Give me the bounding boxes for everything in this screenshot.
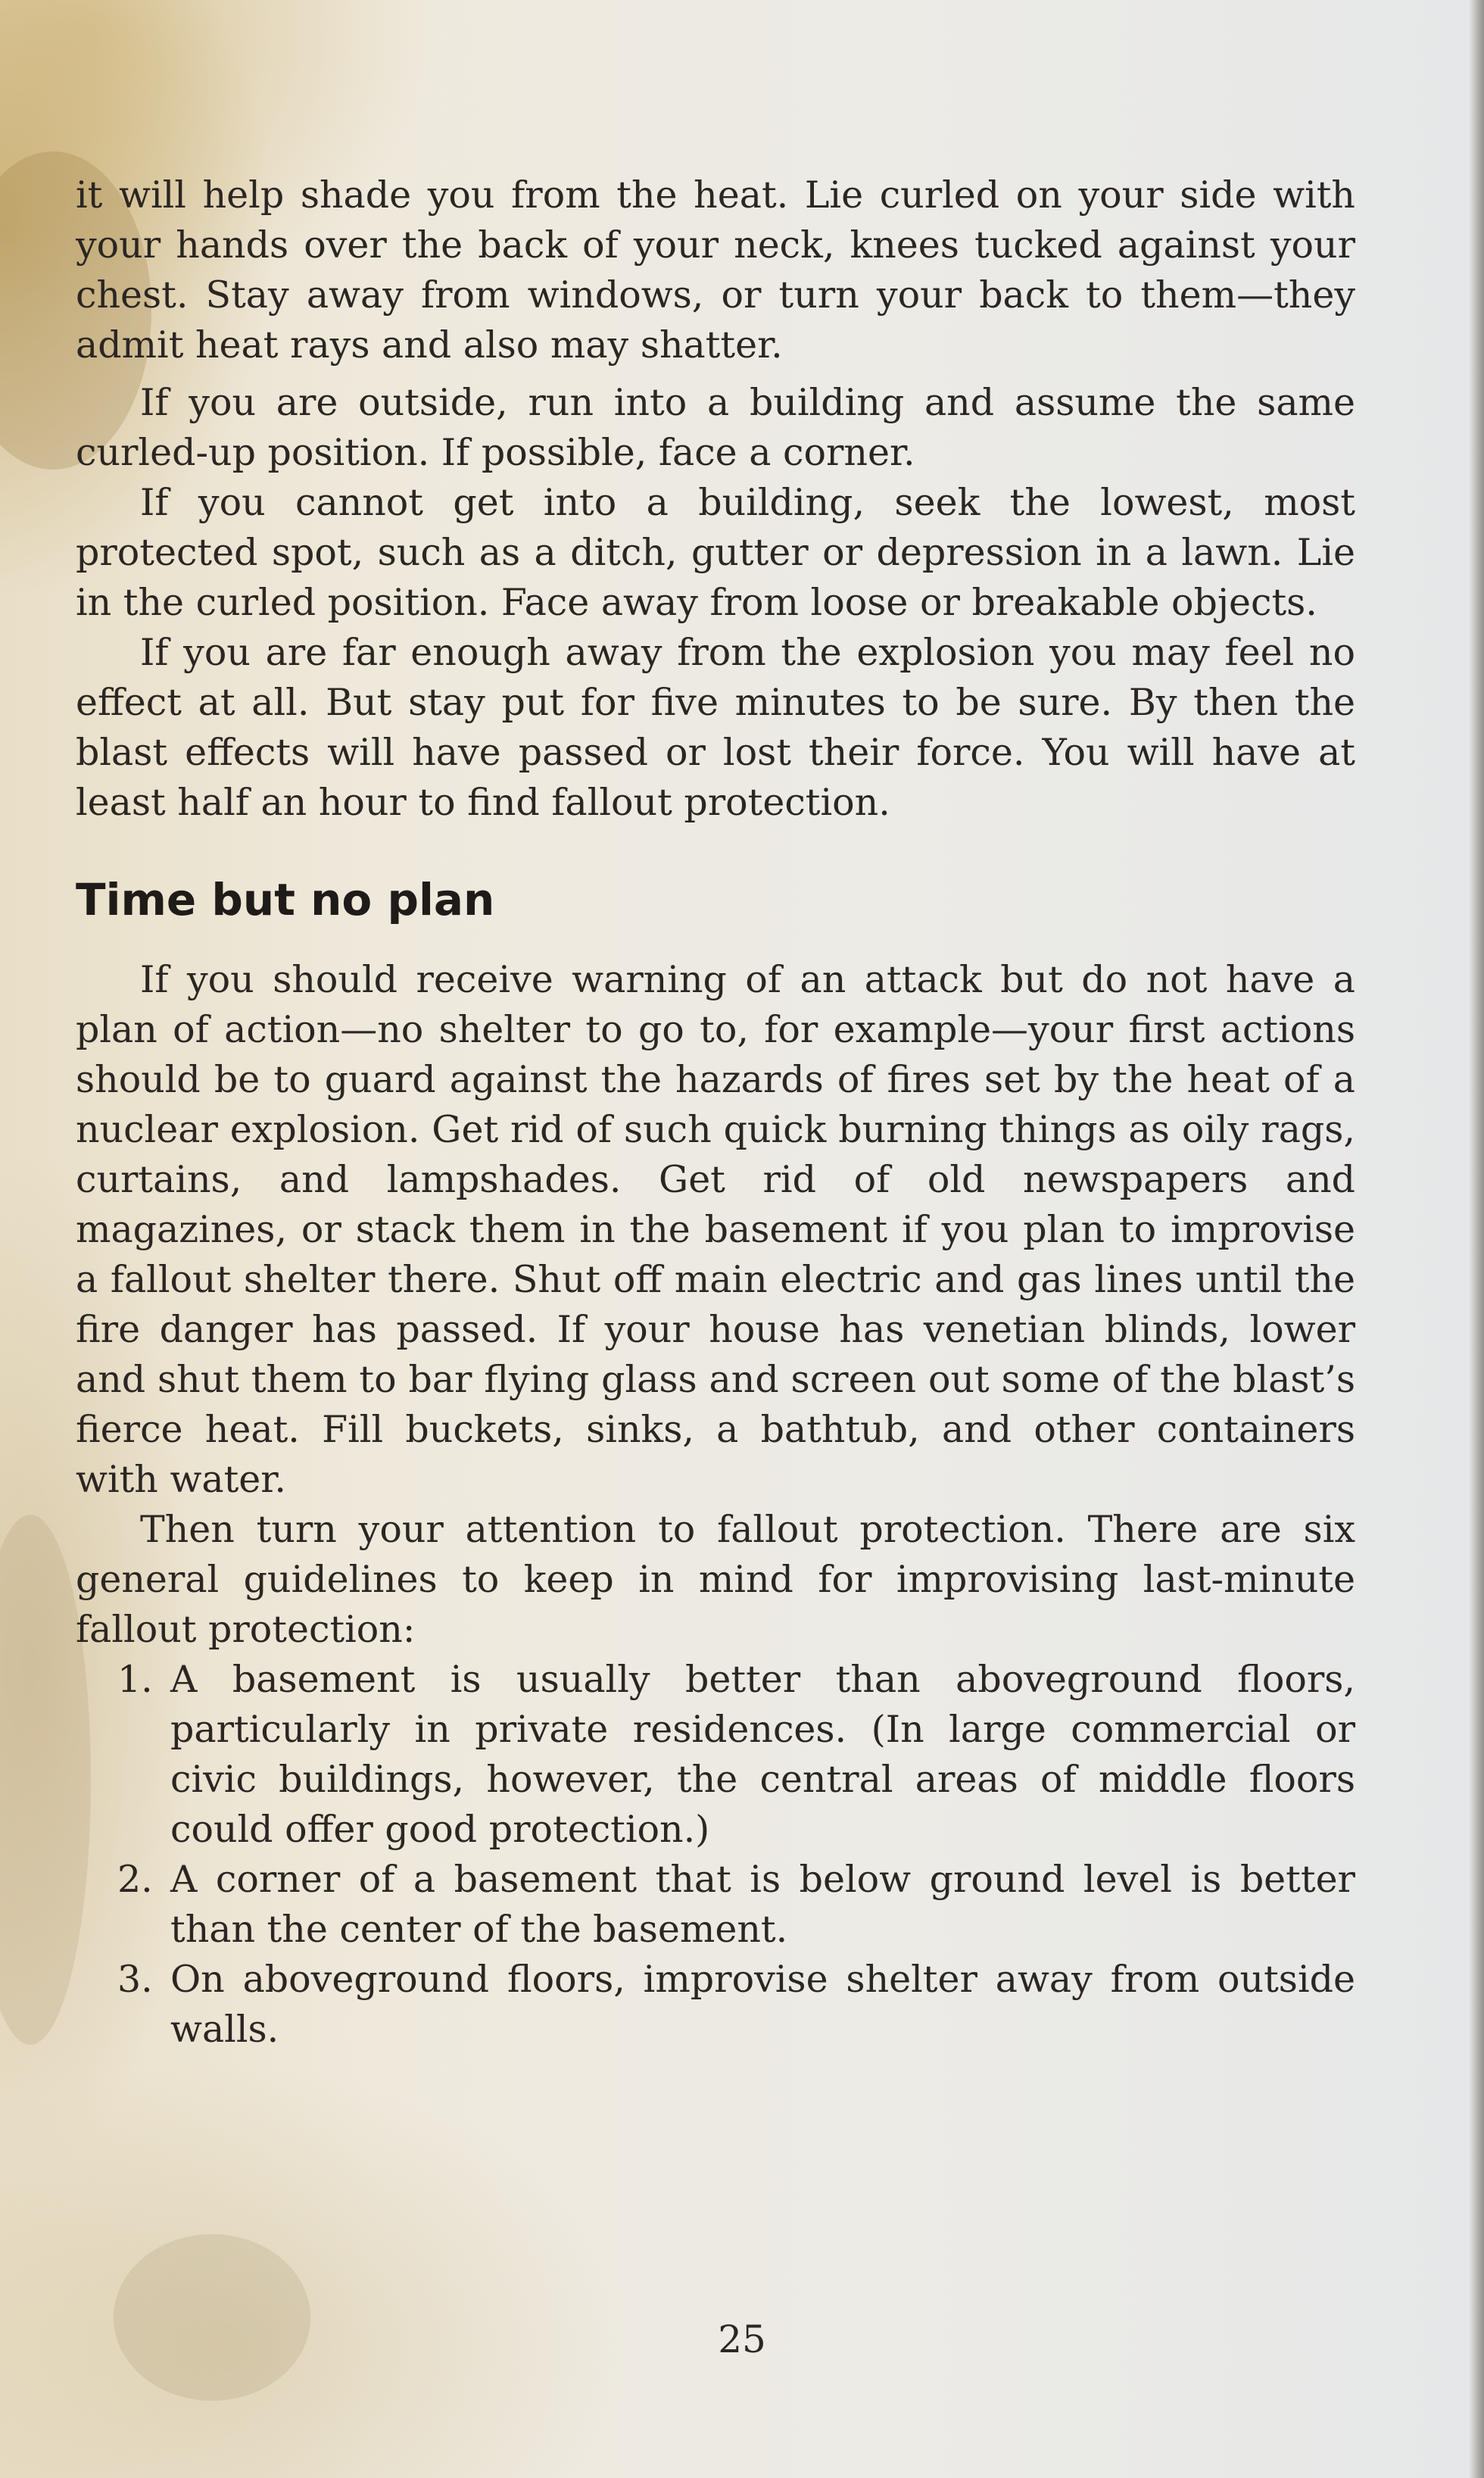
paragraph: Then turn your attention to fallout protection. There are six general guidelines to keep in mind for improvising last-minute fallout protection:	[76, 1508, 1355, 1651]
page-body	[76, 170, 1355, 2055]
paragraph: If you should receive warning of an attack but do not have a plan of action—no shelter to go to, for example—your first actions should be to guard against the hazards of fires set by the heat of a nuclear explosion. Get rid of such quick burning things as oily rags, curtains, and lampshades. Get rid of old newspapers and magazines, or stack them in the basement if you plan to improvise a fallout shelter there. Shut off main electric and gas lines until the fire danger has passed. If your house has venetian blinds, lower and shut them to bar flying glass and screen out some of the blast’s fierce heat. Fill buckets, sinks, a bathtub, and other containers with water.	[76, 958, 1355, 1501]
paragraph: If you are outside, run into a building and assume the same curled-up position. If possible, face a corner.	[76, 381, 1355, 474]
list-item-text: A corner of a basement that is below ground level is better than the center of the basement.	[170, 1858, 1355, 1951]
list-item	[76, 1655, 1355, 1855]
list-item-number: 3.	[117, 1958, 153, 2001]
paragraph: If you are far enough away from the explosion you may feel no effect at all. But stay put for five minutes to be sure. By then the blast effects will have passed or lost their force. You will have at least half an hour to find fallout protection.	[76, 631, 1355, 824]
page-number: 25	[718, 2317, 766, 2361]
list-item-text: A basement is usually better than aboveground floors, particularly in private residences. (In large commercial or civic buildings, however, the central areas of middle floors could offer good protection.)	[170, 1658, 1355, 1851]
paragraph: If you cannot get into a building, seek the lowest, most protected spot, such as a ditch, gutter or depression in a lawn. Lie in the curled position. Face away from loose or breakable objects.	[76, 481, 1355, 624]
list-item	[76, 1855, 1355, 1955]
list-item-number: 2.	[117, 1858, 153, 1901]
list-item-number: 1.	[117, 1658, 153, 1701]
page-edge-shadow	[1469, 0, 1484, 2478]
paragraph: it will help shade you from the heat. Lie curled on your side with your hands over the back of your neck, knees tucked against your chest. Stay away from windows, or turn your back to them—they admit heat rays and also may shatter.	[76, 173, 1355, 367]
list-item-text: On aboveground floors, improvise shelter away from outside walls.	[170, 1958, 1355, 2051]
section-heading: Time but no plan	[76, 874, 495, 925]
list-item	[76, 1955, 1355, 2055]
guidelines-list	[76, 1655, 1355, 2055]
